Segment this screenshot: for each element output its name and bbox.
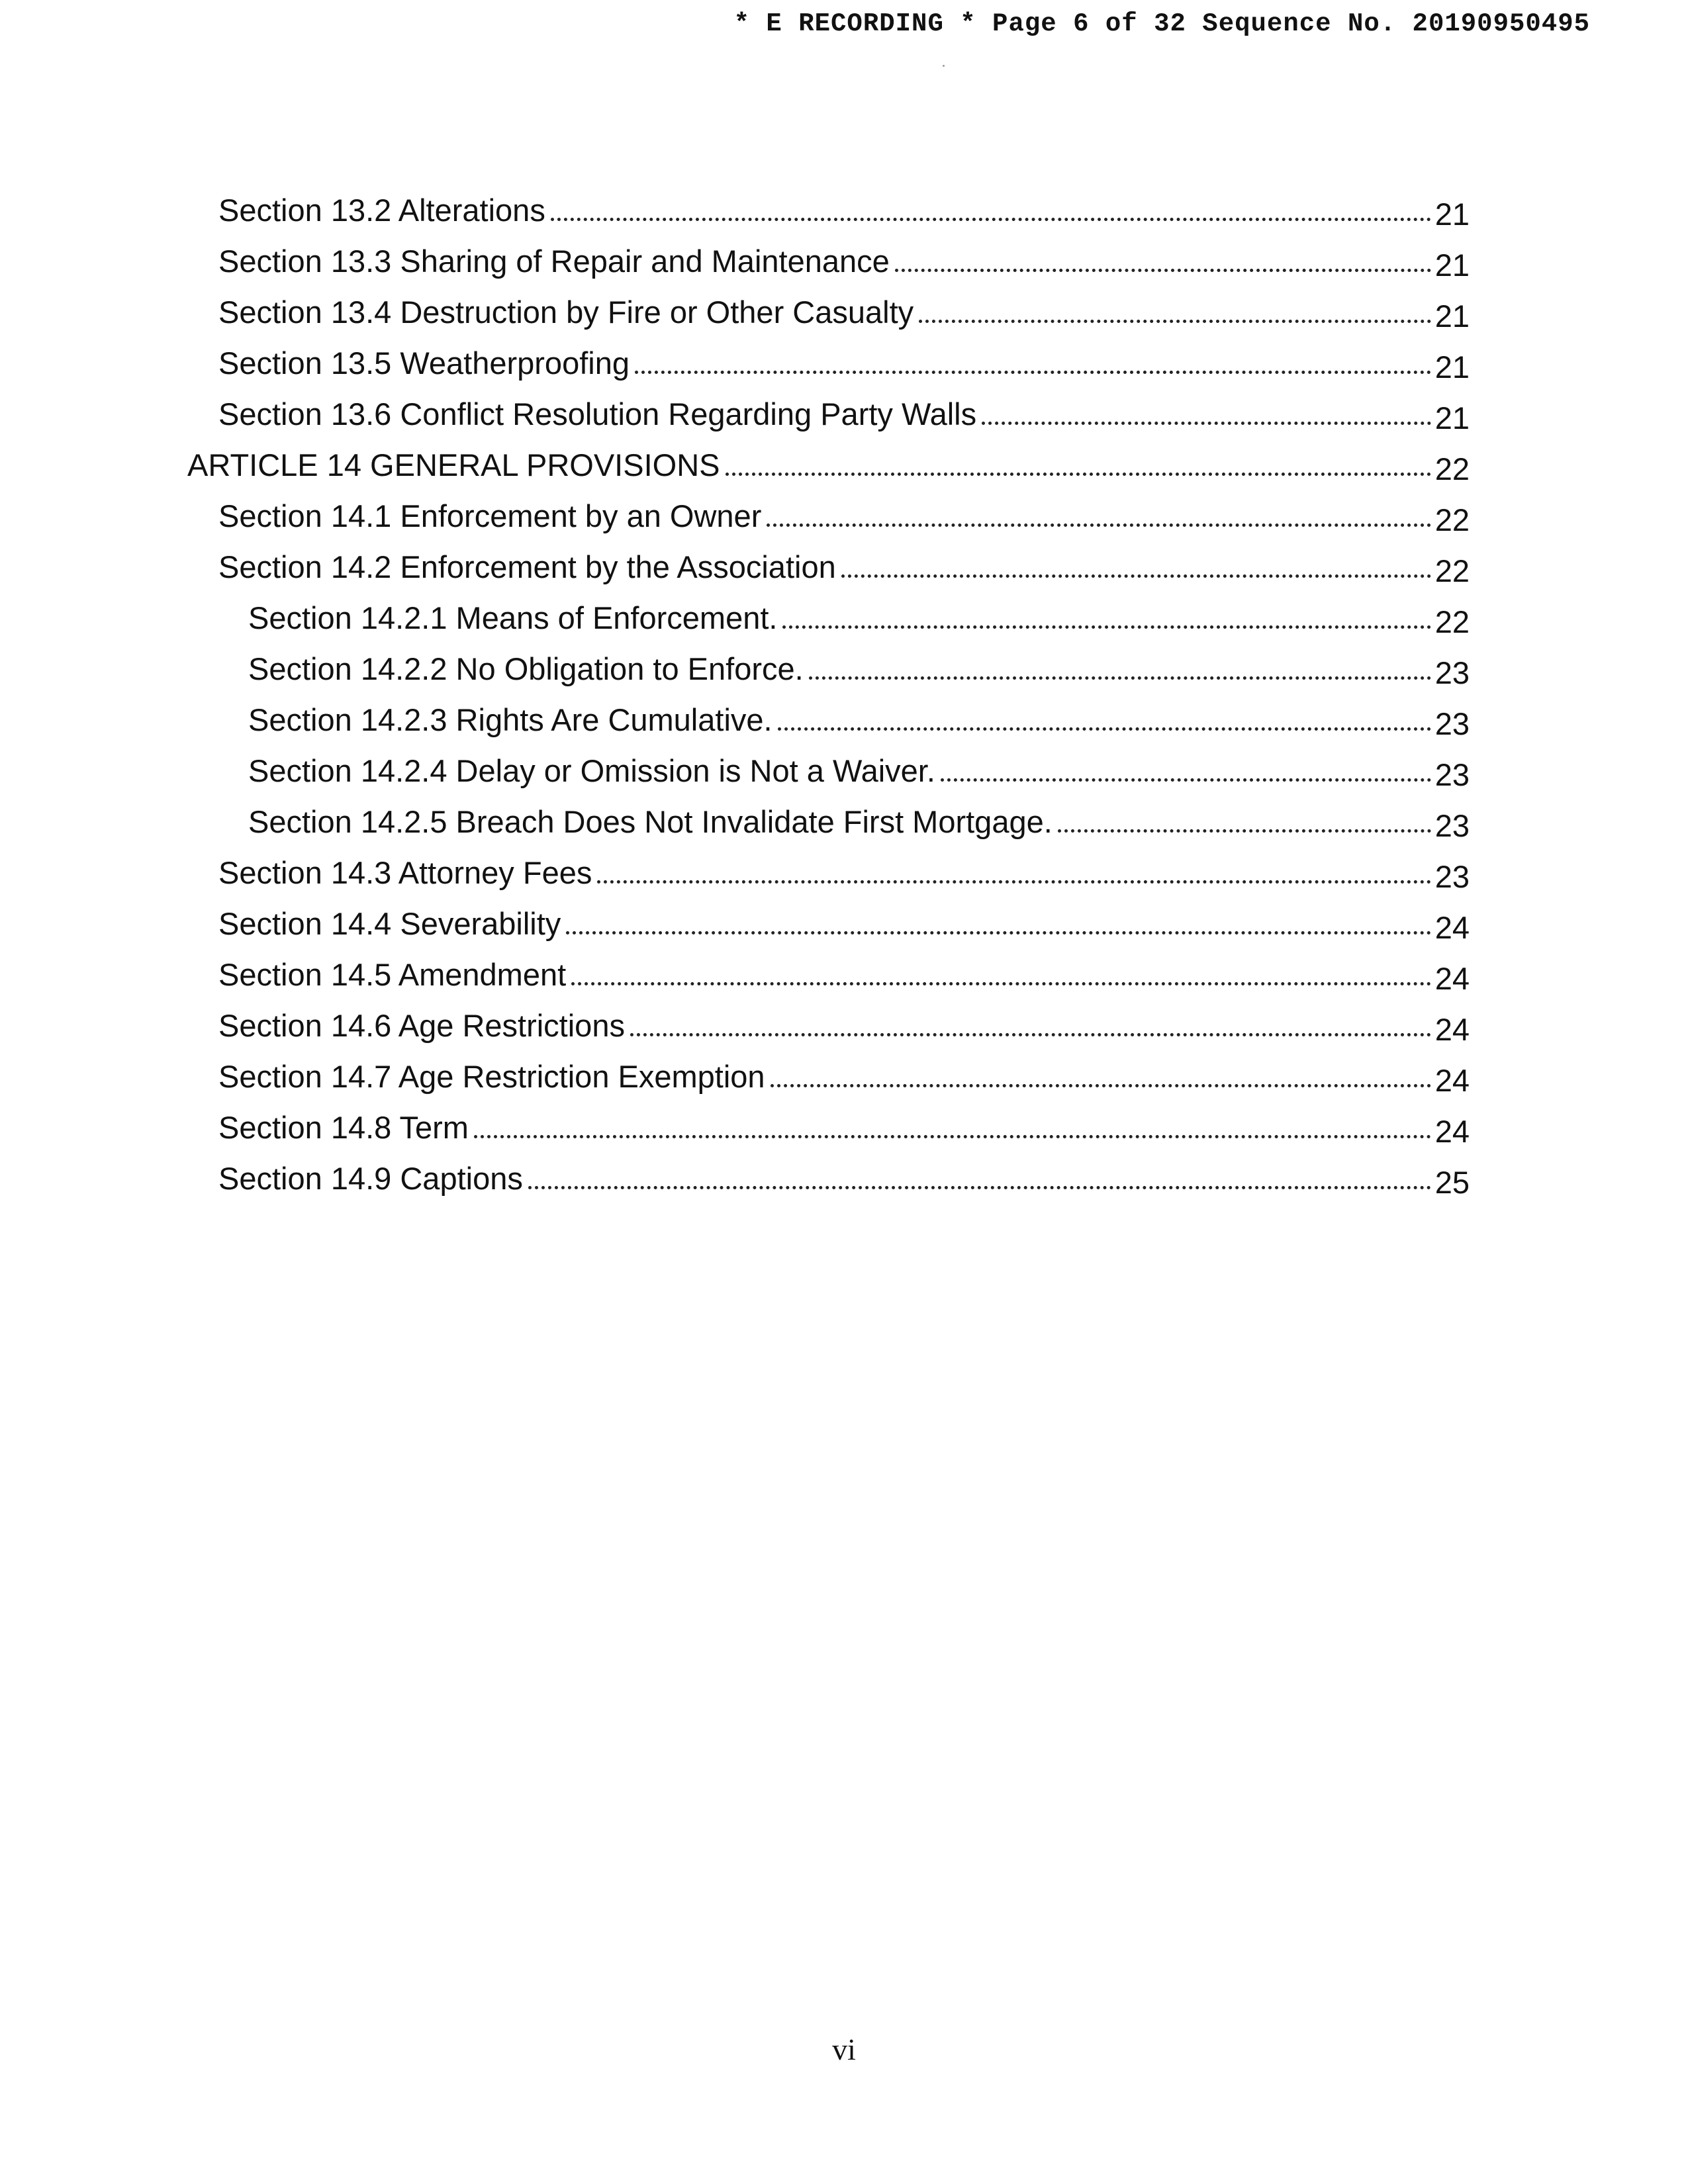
toc-entry-title: Section 14.9 Captions: [218, 1161, 523, 1196]
recording-header: * E RECORDING * Page 6 of 32 Sequence No. 20190950495: [733, 9, 1590, 38]
toc-entry-page: 23: [1434, 706, 1470, 741]
toc-dot-leader: [474, 1135, 1431, 1138]
toc-entry-title: Section 13.2 Alterations: [218, 193, 545, 228]
toc-dot-leader: [597, 880, 1430, 884]
toc-entry-title: Section 14.2.2 No Obligation to Enforce.: [248, 651, 804, 686]
toc-entry-title: Section 13.5 Weatherproofing: [218, 345, 630, 381]
toc-entry-title: Section 14.2.1 Means of Enforcement.: [248, 600, 778, 635]
toc-entry: [218, 1159, 1470, 1199]
toc-dot-leader: [528, 1186, 1431, 1189]
toc-entry-title: Section 14.4 Severability: [218, 906, 561, 941]
toc-entry-title: ARTICLE 14 GENERAL PROVISIONS: [187, 447, 720, 482]
toc-dot-leader: [635, 371, 1431, 374]
toc-entry-page: 23: [1434, 655, 1470, 690]
toc-entry-title: Section 14.5 Amendment: [218, 957, 567, 992]
toc-entry-page: 24: [1434, 910, 1470, 945]
toc-dot-leader: [895, 269, 1431, 272]
toc-entry-title: Section 14.8 Term: [218, 1110, 469, 1145]
toc-entry: [218, 242, 1470, 281]
toc-entry-page: 24: [1434, 1012, 1470, 1047]
toc-entry-title: Section 13.6 Conflict Resolution Regarding Party Walls: [218, 396, 977, 432]
toc-dot-leader: [1058, 829, 1431, 833]
toc-entry-title: Section 14.2 Enforcement by the Association: [218, 549, 836, 584]
toc-dot-leader: [782, 625, 1430, 629]
toc-entry: [218, 394, 1470, 434]
toc-dot-leader: [778, 727, 1431, 731]
toc-entry-page: 24: [1434, 1114, 1470, 1149]
toc-entry: [218, 1006, 1470, 1046]
toc-entry-title: Section 14.6 Age Restrictions: [218, 1008, 625, 1043]
toc-entry: [218, 904, 1470, 944]
toc-entry-page: 24: [1434, 961, 1470, 996]
toc-entry: [248, 598, 1470, 638]
toc-entry-page: 21: [1434, 400, 1470, 435]
toc-entry-page: 21: [1434, 298, 1470, 334]
toc-dot-leader: [767, 523, 1430, 527]
toc-entry: [248, 751, 1470, 791]
toc-entry-page: 22: [1434, 553, 1470, 588]
toc-entry: [218, 955, 1470, 995]
toc-entry: [218, 496, 1470, 536]
toc-entry: [218, 853, 1470, 893]
toc-entry-page: 23: [1434, 757, 1470, 792]
toc-dot-leader: [726, 473, 1431, 476]
toc-dot-leader: [630, 1033, 1431, 1036]
toc-entry-title: Section 14.2.3 Rights Are Cumulative.: [248, 702, 773, 737]
toc-entry: [248, 802, 1470, 842]
toc-dot-leader: [809, 676, 1431, 680]
toc-entry-title: Section 14.3 Attorney Fees: [218, 855, 592, 890]
toc-entry-title: Section 14.7 Age Restriction Exemption: [218, 1059, 765, 1094]
toc-entry: [218, 293, 1470, 332]
toc-entry: [218, 1108, 1470, 1148]
toc-entry: [218, 1057, 1470, 1097]
toc-entry: [218, 343, 1470, 383]
toc-entry-page: 21: [1434, 197, 1470, 232]
toc-dot-leader: [841, 574, 1431, 578]
toc-entry-title: Section 14.1 Enforcement by an Owner: [218, 498, 762, 533]
toc-entry: [248, 649, 1470, 689]
toc-dot-leader: [571, 982, 1431, 985]
toc-entry-page: 22: [1434, 451, 1470, 486]
toc-entry-page: 23: [1434, 859, 1470, 894]
toc-entry-title: Section 13.3 Sharing of Repair and Maintenance: [218, 244, 890, 279]
toc-entry-title: Section 13.4 Destruction by Fire or Other Casualty: [218, 295, 914, 330]
toc-entry-page: 23: [1434, 808, 1470, 843]
toc-dot-leader: [551, 218, 1431, 221]
toc-entry: [218, 547, 1470, 587]
page-number: vi: [832, 2032, 856, 2066]
toc-entry-page: 24: [1434, 1063, 1470, 1098]
scan-speck: [943, 65, 945, 67]
toc-entry-title: Section 14.2.5 Breach Does Not Invalidate First Mortgage.: [248, 804, 1053, 839]
toc-entry-page: 21: [1434, 349, 1470, 385]
toc-dot-leader: [941, 778, 1431, 782]
toc-dot-leader: [919, 320, 1431, 323]
toc-entry-page: 25: [1434, 1165, 1470, 1200]
toc-entry-title: Section 14.2.4 Delay or Omission is Not a Waiver.: [248, 753, 935, 788]
toc-entry: [248, 700, 1470, 740]
toc-dot-leader: [982, 422, 1431, 425]
toc-dot-leader: [566, 931, 1430, 934]
toc-dot-leader: [771, 1084, 1431, 1087]
toc-entry-page: 22: [1434, 502, 1470, 537]
toc-entry: [187, 445, 1470, 485]
toc-entry-page: 21: [1434, 248, 1470, 283]
toc-entry-page: 22: [1434, 604, 1470, 639]
toc-entry: [218, 191, 1470, 230]
